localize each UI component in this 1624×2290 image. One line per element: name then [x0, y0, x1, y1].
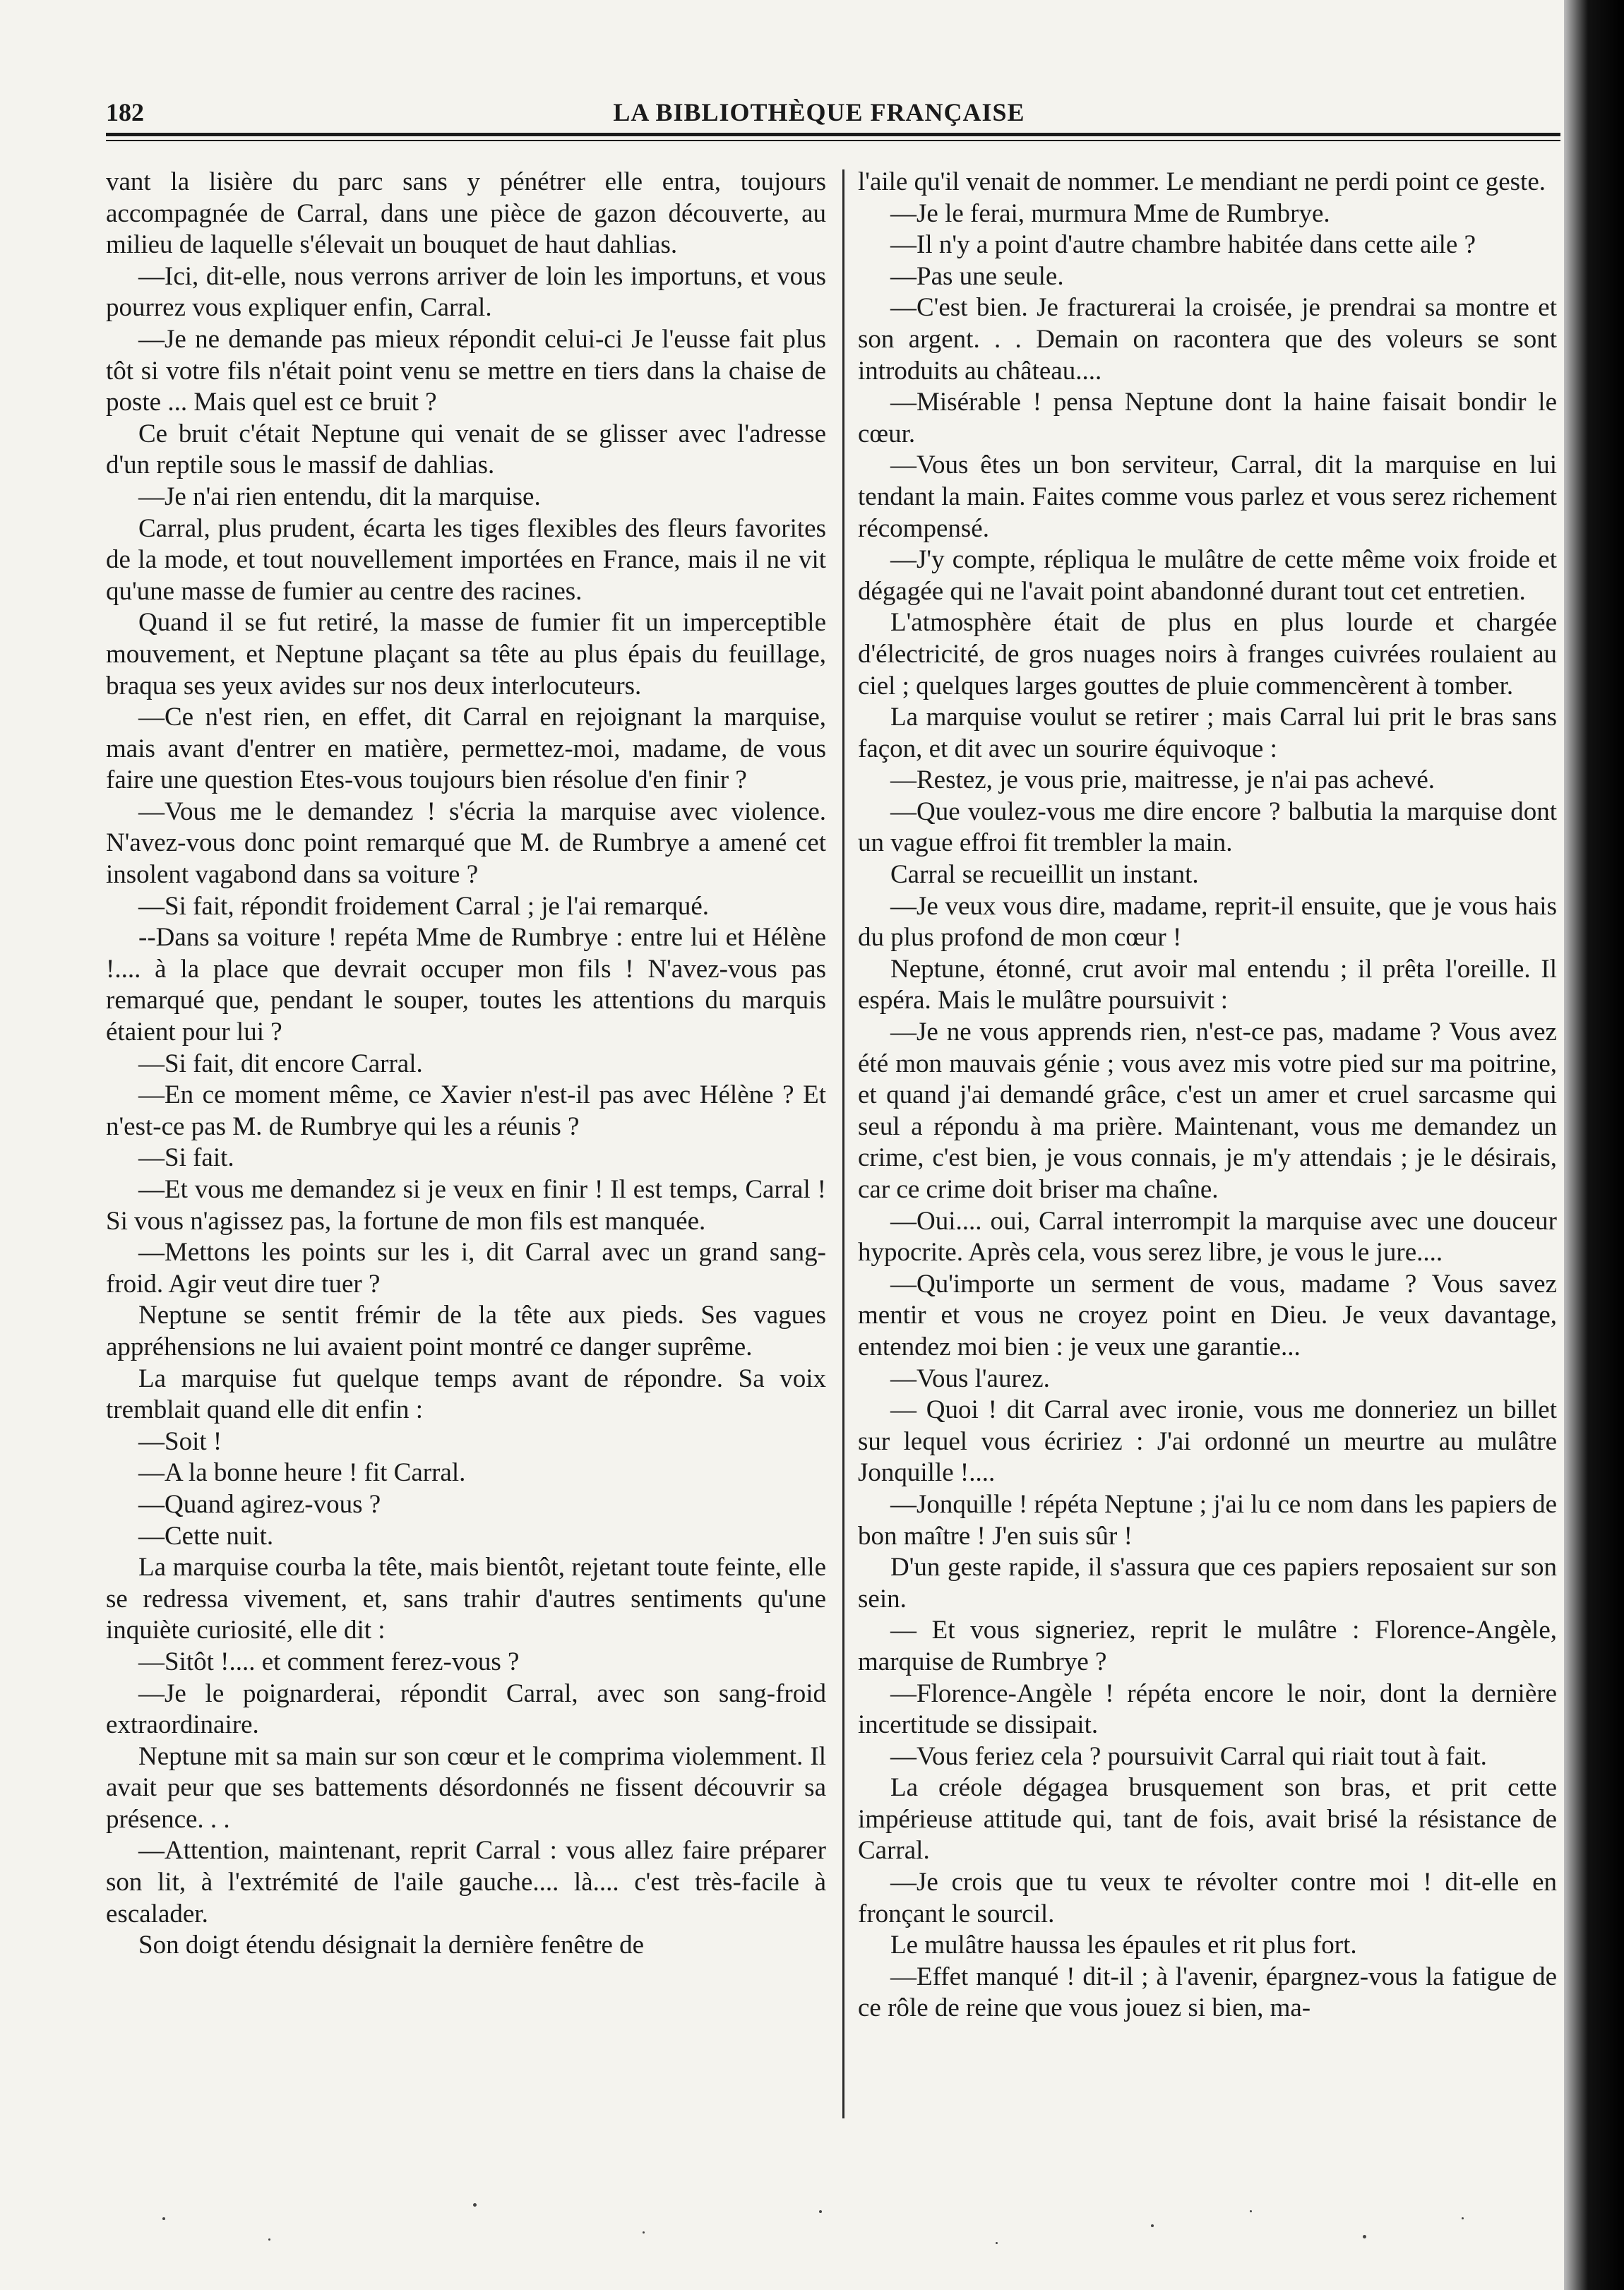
- paragraph: —Jonquille ! répéta Neptune ; j'ai lu ce nom dans les papiers de bon maître ! J'en suis sûr !: [858, 1489, 1557, 1551]
- paragraph: —Soit !: [138, 1426, 222, 1456]
- paragraph: —Florence-Angèle ! répéta encore le noir, dont la dernière incertitude se dissipait.: [858, 1678, 1557, 1740]
- paragraph: Le mulâtre haussa les épaules et rit plus fort.: [890, 1931, 1357, 1960]
- paragraph: Son doigt étendu désignait la dernière fenêtre de: [138, 1931, 645, 1960]
- paragraph: —J'y compte, répliqua le mulâtre de cette même voix froide et dégagée qui ne l'avait point abandonné durant tout cet entretien.: [858, 545, 1557, 606]
- paragraph: l'aile qu'il venait de nommer. Le mendiant ne perdi point ce geste.: [858, 167, 1546, 196]
- paragraph: —Oui.... oui, Carral interrompit la marquise avec une douceur hypocrite. Après cela, vous serez libre, je vous le jure....: [858, 1206, 1557, 1268]
- paragraph: Quand il se fut retiré, la masse de fumier fit un imperceptible mouvement, et Neptune plaçant sa tête au plus épais du feuillage, braqua ses yeux avides sur nos deux interlocuteurs.: [106, 608, 826, 700]
- paragraph: —Que voulez-vous me dire encore ? balbutia la marquise dont un vague effroi fit trembler la main.: [858, 797, 1557, 858]
- paragraph: Neptune, étonné, crut avoir mal entendu ; il prêta l'oreille. Il espéra. Mais le mulâtre poursuivit :: [858, 954, 1557, 1015]
- scan-speck: [162, 2217, 165, 2220]
- scan-speck: [996, 2242, 998, 2244]
- paragraph: —Effet manqué ! dit-il ; à l'avenir, épargnez-vous la fatigue de ce rôle de reine que vous jouez si bien, ma-: [858, 1962, 1557, 2023]
- paragraph: — Et vous signeriez, reprit le mulâtre : Florence-Angèle, marquise de Rumbrye ?: [858, 1616, 1557, 1676]
- scan-speck: [473, 2203, 477, 2207]
- paragraph: —Restez, je vous prie, maitresse, je n'ai pas achevé.: [890, 765, 1435, 795]
- right-column: [858, 167, 1557, 2130]
- page-number: 182: [106, 98, 144, 126]
- paragraph: —Je crois que tu veux te révolter contre moi ! dit-elle en fronçant le sourcil.: [858, 1868, 1557, 1928]
- paragraph: —Vous feriez cela ? poursuivit Carral qui riait tout à fait.: [890, 1741, 1487, 1771]
- paragraph: —A la bonne heure ! fit Carral.: [138, 1458, 466, 1488]
- paragraph: D'un geste rapide, il s'assura que ces papiers reposaient sur son sein.: [858, 1553, 1557, 1614]
- paragraph: —Qu'importe un serment de vous, madame ? Vous savez mentir et vous ne croyez point en Dieu. Je veux davantage, entendez moi bien : je veux une garantie...: [858, 1269, 1557, 1361]
- paragraph: —Quand agirez-vous ?: [138, 1489, 381, 1519]
- scan-speck: [1363, 2235, 1366, 2238]
- left-column: [106, 167, 826, 2130]
- paragraph: --Dans sa voiture ! repéta Mme de Rumbrye : entre lui et Hélène !.... à la place que devrait occuper mon fils ! N'avez-vous pas remarqué que, pendant le souper, toutes les attentions du marquis étaient pour lui ?: [106, 923, 826, 1047]
- paragraph: —Je ne demande pas mieux répondit celui-ci Je l'eusse fait plus tôt si votre fils n'était point venu se mettre en tiers dans la chaise de poste ... Mais quel est ce bruit ?: [106, 324, 826, 417]
- paragraph: L'atmosphère était de plus en plus lourde et chargée d'électricité, de gros nuages noirs à franges cuivrées roulaient au ciel ; quelques larges gouttes de pluie commencèrent à tomber.: [858, 608, 1557, 700]
- scan-speck: [1462, 2217, 1464, 2219]
- header-rule-thin: [106, 140, 1560, 141]
- paragraph: —Sitôt !.... et comment ferez-vous ?: [138, 1647, 520, 1676]
- running-title: LA BIBLIOTHÈQUE FRANÇAISE: [613, 98, 1025, 126]
- paragraph: —Il n'y a point d'autre chambre habitée dans cette aile ?: [890, 230, 1476, 260]
- paragraph: —Je veux vous dire, madame, reprit-il ensuite, que je vous hais du plus profond de mon cœur !: [858, 891, 1557, 953]
- paragraph: La marquise fut quelque temps avant de répondre. Sa voix tremblait quand elle dit enfin :: [106, 1364, 826, 1425]
- paragraph: —C'est bien. Je fracturerai la croisée, je prendrai sa montre et son argent. . . Demain on racontera que des voleurs se sont introduits au château....: [858, 293, 1557, 386]
- paragraph: La créole dégagea brusquement son bras, et prit cette impérieuse attitude qui, tant de fois, avait brisé la résistance de Carral.: [858, 1773, 1557, 1866]
- paragraph: —Attention, maintenant, reprit Carral : vous allez faire préparer son lit, à l'extrémité de l'aile gauche.... là.... c'est très-facile à escalader.: [106, 1836, 826, 1928]
- paragraph: La marquise courba la tête, mais bientôt, rejetant toute feinte, elle se redressa vivement, et, sans trahir d'autres sentiments qu'une inquiète curiosité, elle dit :: [106, 1553, 826, 1645]
- scan-speck: [268, 2238, 270, 2241]
- paragraph: —Ce n'est rien, en effet, dit Carral en rejoignant la marquise, mais avant d'entrer en matière, permettez-moi, madame, de vous faire une question Etes-vous toujours bien résolue d'en finir ?: [106, 703, 826, 795]
- paragraph: —Et vous me demandez si je veux en finir ! Il est temps, Carral ! Si vous n'agissez pas, la fortune de mon fils est manquée.: [106, 1175, 826, 1236]
- paragraph: Neptune se sentit frémir de la tête aux pieds. Ses vagues appréhensions ne lui avaient point montré ce danger suprême.: [106, 1301, 826, 1361]
- scan-edge-shadow: [1564, 0, 1624, 2290]
- paragraph: —Je ne vous apprends rien, n'est-ce pas, madame ? Vous avez été mon mauvais génie ; vous avez mis votre pied sur ma poitrine, et quand j'ai demandé grâce, c'est un amer et cruel sarcasme qui seul a répondu à ma prière. Maintenant, vous me demandez un crime, c'est bien, je vous connais, je m'y attendais ; je le désirais, car ce crime doit briser ma chaîne.: [858, 1018, 1557, 1204]
- paragraph: —Misérable ! pensa Neptune dont la haine faisait bondir le cœur.: [858, 388, 1557, 448]
- scan-noise: [106, 2189, 1553, 2260]
- paragraph: La marquise voulut se retirer ; mais Carral lui prit le bras sans façon, et dit avec un sourire équivoque :: [858, 703, 1557, 763]
- paragraph: vant la lisière du parc sans y pénétrer elle entra, toujours accompagnée de Carral, dans une pièce de gazon découverte, au milieu de laquelle s'élevait un bouquet de haut dahlias.: [106, 167, 826, 260]
- paragraph: Neptune mit sa main sur son cœur et le comprima violemment. Il avait peur que ses battements désordonnés ne fissent découvrir sa présence. . .: [106, 1741, 826, 1834]
- paragraph: —Si fait, dit encore Carral.: [138, 1049, 423, 1078]
- paragraph: —Vous me le demandez ! s'écria la marquise avec violence. N'avez-vous donc point remarqué que M. de Rumbrye a amené cet insolent vagabond dans sa voiture ?: [106, 797, 826, 890]
- header-rule-thick: [106, 133, 1560, 136]
- paragraph: —Je le poignarderai, répondit Carral, avec son sang-froid extraordinaire.: [106, 1678, 826, 1740]
- paragraph: — Quoi ! dit Carral avec ironie, vous me donneriez un billet sur lequel vous écririez : J'ai ordonné un meurtre au mulâtre Jonquille !....: [858, 1395, 1557, 1488]
- scan-speck: [1151, 2224, 1154, 2227]
- paragraph: —Ici, dit-elle, nous verrons arriver de loin les importuns, et vous pourrez vous expliquer enfin, Carral.: [106, 261, 826, 323]
- paragraph: —Cette nuit.: [138, 1521, 274, 1551]
- paragraph: —Vous êtes un bon serviteur, Carral, dit la marquise en lui tendant la main. Faites comme vous parlez et vous serez richement récompensé.: [858, 451, 1557, 543]
- paragraph: —Si fait.: [138, 1143, 234, 1173]
- column-divider: [842, 169, 844, 2118]
- paragraph: —Je le ferai, murmura Mme de Rumbrye.: [890, 198, 1330, 228]
- scan-speck: [643, 2231, 645, 2234]
- paragraph: Carral se recueillit un instant.: [890, 860, 1199, 890]
- scan-speck: [1250, 2210, 1252, 2212]
- paragraph: —Pas une seule.: [890, 261, 1064, 291]
- page-header: [106, 97, 1532, 129]
- paragraph: Ce bruit c'était Neptune qui venait de se glisser avec l'adresse d'un reptile sous le massif de dahlias.: [106, 419, 826, 480]
- paragraph: Carral, plus prudent, écarta les tiges flexibles des fleurs favorites de la mode, et tout nouvellement importées en France, mais il ne vit qu'une masse de fumier au centre des racines.: [106, 513, 826, 606]
- paragraph: —Si fait, répondit froidement Carral ; je l'ai remarqué.: [138, 891, 710, 921]
- paragraph: —Je n'ai rien entendu, dit la marquise.: [138, 482, 541, 511]
- paragraph: —Vous l'aurez.: [890, 1364, 1050, 1393]
- paragraph: —Mettons les points sur les i, dit Carral avec un grand sang-froid. Agir veut dire tuer ?: [106, 1238, 826, 1299]
- scan-speck: [819, 2210, 822, 2213]
- paragraph: —En ce moment même, ce Xavier n'est-il pas avec Hélène ? Et n'est-ce pas M. de Rumbrye qui les a réunis ?: [106, 1080, 826, 1141]
